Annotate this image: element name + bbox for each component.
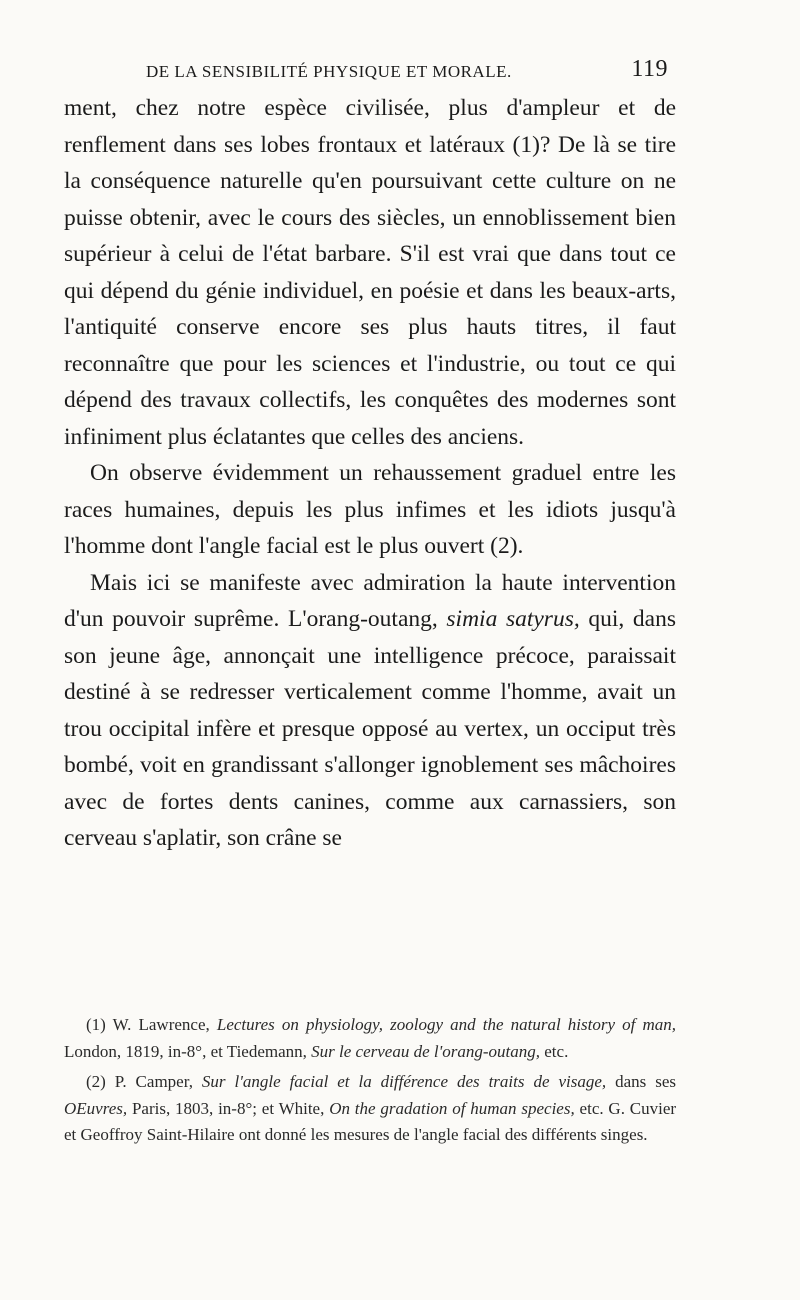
footnote-1 (64, 1012, 676, 1065)
page-number: 119 (631, 56, 668, 82)
footnote-2 (64, 1069, 676, 1149)
footnote-1-imprint: London, 1819, in-8°, et Tiedemann, (64, 1041, 307, 1061)
footnote-1-title: Lectures on physiology, zoology and the natural history of man, (216, 1015, 676, 1034)
footnote-2-author: (2) P. Camper, (86, 1072, 193, 1091)
footnote-2-text: dans ses (615, 1072, 677, 1091)
footnote-1-author: (1) W. Lawrence, (86, 1015, 210, 1034)
footnote-2-title-2: On the gradation of human species, (329, 1098, 575, 1118)
running-title: DE LA SENSIBILITÉ PHYSIQUE ET MORALE. (146, 62, 512, 81)
footnote-2-works: OEuvres, (64, 1098, 128, 1118)
footnote-1-end: etc. (544, 1041, 569, 1061)
footnote-2-imprint: Paris, 1803, in-8°; et White, (131, 1098, 325, 1118)
footnote-1-title-2: Sur le cerveau de l'orang-outang, (311, 1041, 540, 1061)
paragraph-3 (64, 565, 676, 857)
footnotes (64, 1012, 676, 1149)
page-header (64, 58, 676, 88)
footnote-2-end: etc. G. Cuvier et Geoffroy Saint-Hilaire ont donné les mesures de l'angle facial des différents singes. (64, 1098, 677, 1144)
paragraph-1: ment, chez notre espèce civilisée, plus d'ampleur et de renflement dans ses lobes frontaux et latéraux (1)? De là se tire la conséquence naturelle qu'en poursuivant cette culture on ne puisse obtenir, avec le cours des siècles, un ennoblissement bien supérieur à celui de l'état barbare. S'il est vrai que dans tout ce qui dépend du génie individuel, en poésie et dans les beaux-arts, l'antiquité conserve encore ses plus hauts titres, il faut reconnaître que pour les sciences et l'industrie, ou tout ce qui dépend des travaux collectifs, les conquêtes des modernes sont infiniment plus éclatantes que celles des anciens. (64, 95, 676, 450)
paragraph-3-part-b: qui, dans son jeune âge, annonçait une intelligence précoce, paraissait destiné à se redresser verticalement comme l'homme, avait un trou occipital infère et presque opposé au vertex, un occiput très bombé, voit en grandissant s'allonger ignoblement ses mâchoires avec de fortes dents canines, comme aux carnassiers, son cerveau s'aplatir, son crâne se (64, 606, 676, 851)
paragraph-3-part-a: Mais ici se manifeste avec admiration la haute intervention d'un pouvoir suprême. L'orang-outang, (64, 569, 676, 632)
main-text (64, 90, 676, 857)
species-name: simia satyrus, (446, 606, 580, 632)
footnote-2-title: Sur l'angle facial et la différence des traits de visage, (201, 1072, 607, 1091)
paragraph-2: On observe évidemment un rehaussement graduel entre les races humaines, depuis les plus infimes et les idiots jusqu'à l'homme dont l'angle facial est le plus ouvert (2). (64, 460, 676, 559)
